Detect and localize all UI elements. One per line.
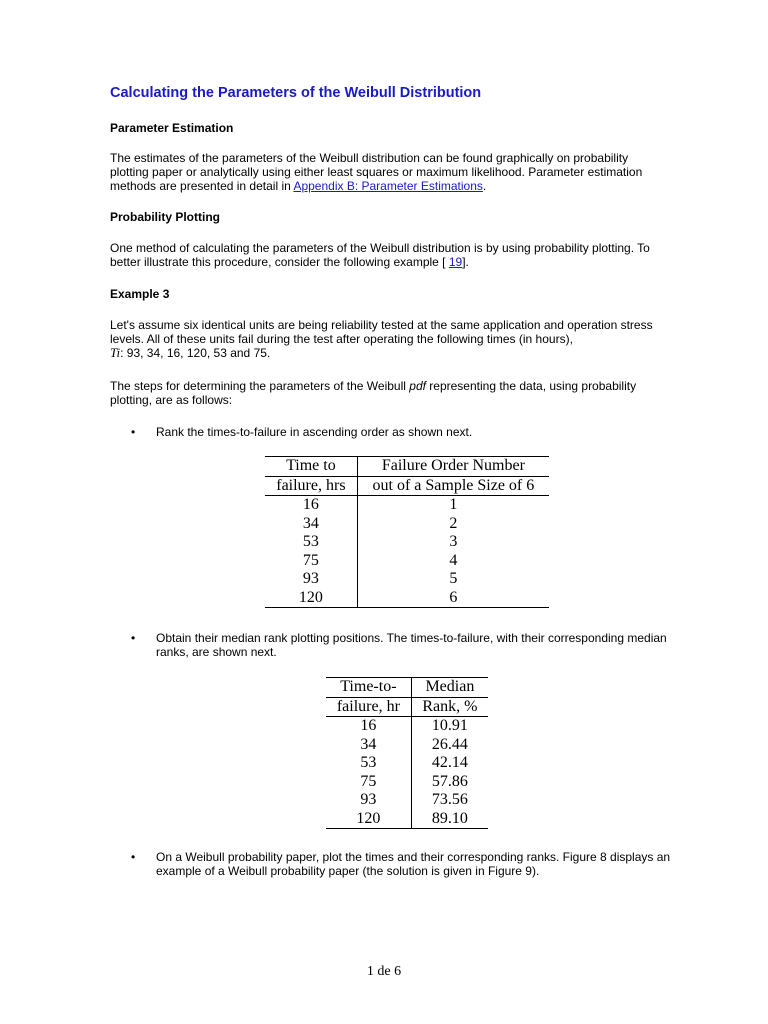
paragraph-example-intro	[110, 318, 670, 360]
table-row	[265, 589, 549, 608]
pdf-term: pdf	[409, 379, 426, 393]
table-cell: 6	[357, 589, 549, 608]
table-row	[265, 515, 549, 534]
table-cell: 120	[265, 589, 357, 608]
table-row	[326, 754, 488, 773]
heading-probability-plotting: Probability Plotting	[110, 210, 220, 224]
table-cell: 1	[449, 496, 458, 513]
table-row	[326, 773, 488, 792]
table-cell: 16	[326, 717, 411, 736]
table-cell: 5	[449, 570, 458, 587]
paragraph-text: The steps for determining the parameters of the Weibull	[110, 379, 410, 393]
table-header: Failure Order Number	[357, 457, 549, 477]
table-row	[265, 570, 549, 589]
paragraph-text-end: representing the data, using probability plotting, are as follows:	[110, 379, 637, 407]
reference-19-link[interactable]: 19	[448, 255, 463, 269]
table-cell: 57.86	[431, 772, 468, 790]
table-cell: 2	[449, 514, 458, 532]
table-cell: 16	[265, 496, 357, 515]
table-row	[265, 496, 549, 515]
table-row	[326, 736, 488, 755]
heading-parameter-estimation: Parameter Estimation	[110, 121, 234, 135]
table-cell: 34	[265, 515, 357, 534]
bullet-rank-times: Rank the times-to-failure in ascending order as shown next.	[156, 425, 473, 439]
failure-order-table	[265, 456, 549, 608]
table-header: out of a Sample Size of 6	[357, 476, 549, 496]
bullet-median-ranks: Obtain their median rank plotting positions. The times-to-failure, with their corresponding median ranks, are shown next.	[156, 631, 667, 659]
appendix-b-link[interactable]: Appendix B: Parameter Estimations	[293, 179, 483, 193]
table-cell: 42.14	[431, 754, 468, 771]
paragraph-end: ].	[462, 255, 469, 269]
bullet-icon: •	[131, 850, 136, 864]
table-cell: 75	[265, 552, 357, 571]
bullet-icon: •	[131, 425, 136, 439]
table-row	[265, 552, 549, 571]
table-cell: 53	[265, 533, 357, 552]
table-row	[326, 791, 488, 810]
table-cell: 34	[326, 736, 411, 755]
table-cell: 26.44	[431, 735, 468, 753]
table-row	[326, 717, 488, 736]
table-cell: 120	[326, 810, 411, 829]
paragraph-end: .	[482, 179, 487, 193]
table-header: failure, hrs	[265, 476, 357, 496]
table-cell: 3	[449, 533, 458, 550]
paragraph-text: The estimates of the parameters of the Weibull distribution can be found graphically on probability plotting paper or analytically using either least squares or maximum likelihood. Parameter estimation methods are presented in detail in	[110, 151, 643, 193]
table-row	[265, 533, 549, 552]
page-title: Calculating the Parameters of the Weibull Distribution	[110, 85, 482, 101]
median-rank-table	[326, 677, 488, 829]
paragraph-steps	[110, 379, 670, 407]
table-header: Rank, %	[411, 697, 488, 717]
table-cell: 4	[449, 551, 458, 569]
table-row	[326, 810, 488, 829]
ti-label: Ti	[110, 345, 121, 360]
ti-values: : 93, 34, 16, 120, 53 and 75.	[120, 346, 271, 360]
table-header: Median	[411, 678, 488, 698]
table-header: Time to	[265, 457, 357, 477]
table-cell: 93	[326, 791, 411, 810]
paragraph-text: One method of calculating the parameters of the Weibull distribution is by using probability plotting. To better illustrate this procedure, consider the following example [	[110, 241, 650, 269]
bullet-weibull-paper: On a Weibull probability paper, plot the times and their corresponding ranks. Figure 8 displays an example of a Weibull probability paper (the solution is given in Figure 9).	[156, 850, 671, 878]
table-cell: 89.10	[411, 810, 488, 829]
paragraph-text: Let's assume six identical units are being reliability tested at the same application and operation stress levels. All of these units fail during the test after operating the following times (in hours),	[110, 318, 653, 346]
table-cell: 53	[326, 754, 411, 773]
table-header: Time-to-	[326, 678, 411, 698]
table-cell: 75	[326, 773, 411, 792]
heading-example-3: Example 3	[110, 287, 170, 301]
page-number: 1 de 6	[366, 964, 402, 979]
table-header: failure, hr	[326, 697, 411, 717]
bullet-icon: •	[131, 631, 136, 645]
table-cell: 93	[265, 570, 357, 589]
paragraph-probability-plotting	[110, 241, 670, 269]
table-cell: 73.56	[431, 791, 468, 808]
paragraph-parameter-estimation	[110, 151, 670, 193]
table-cell: 10.91	[431, 717, 468, 734]
